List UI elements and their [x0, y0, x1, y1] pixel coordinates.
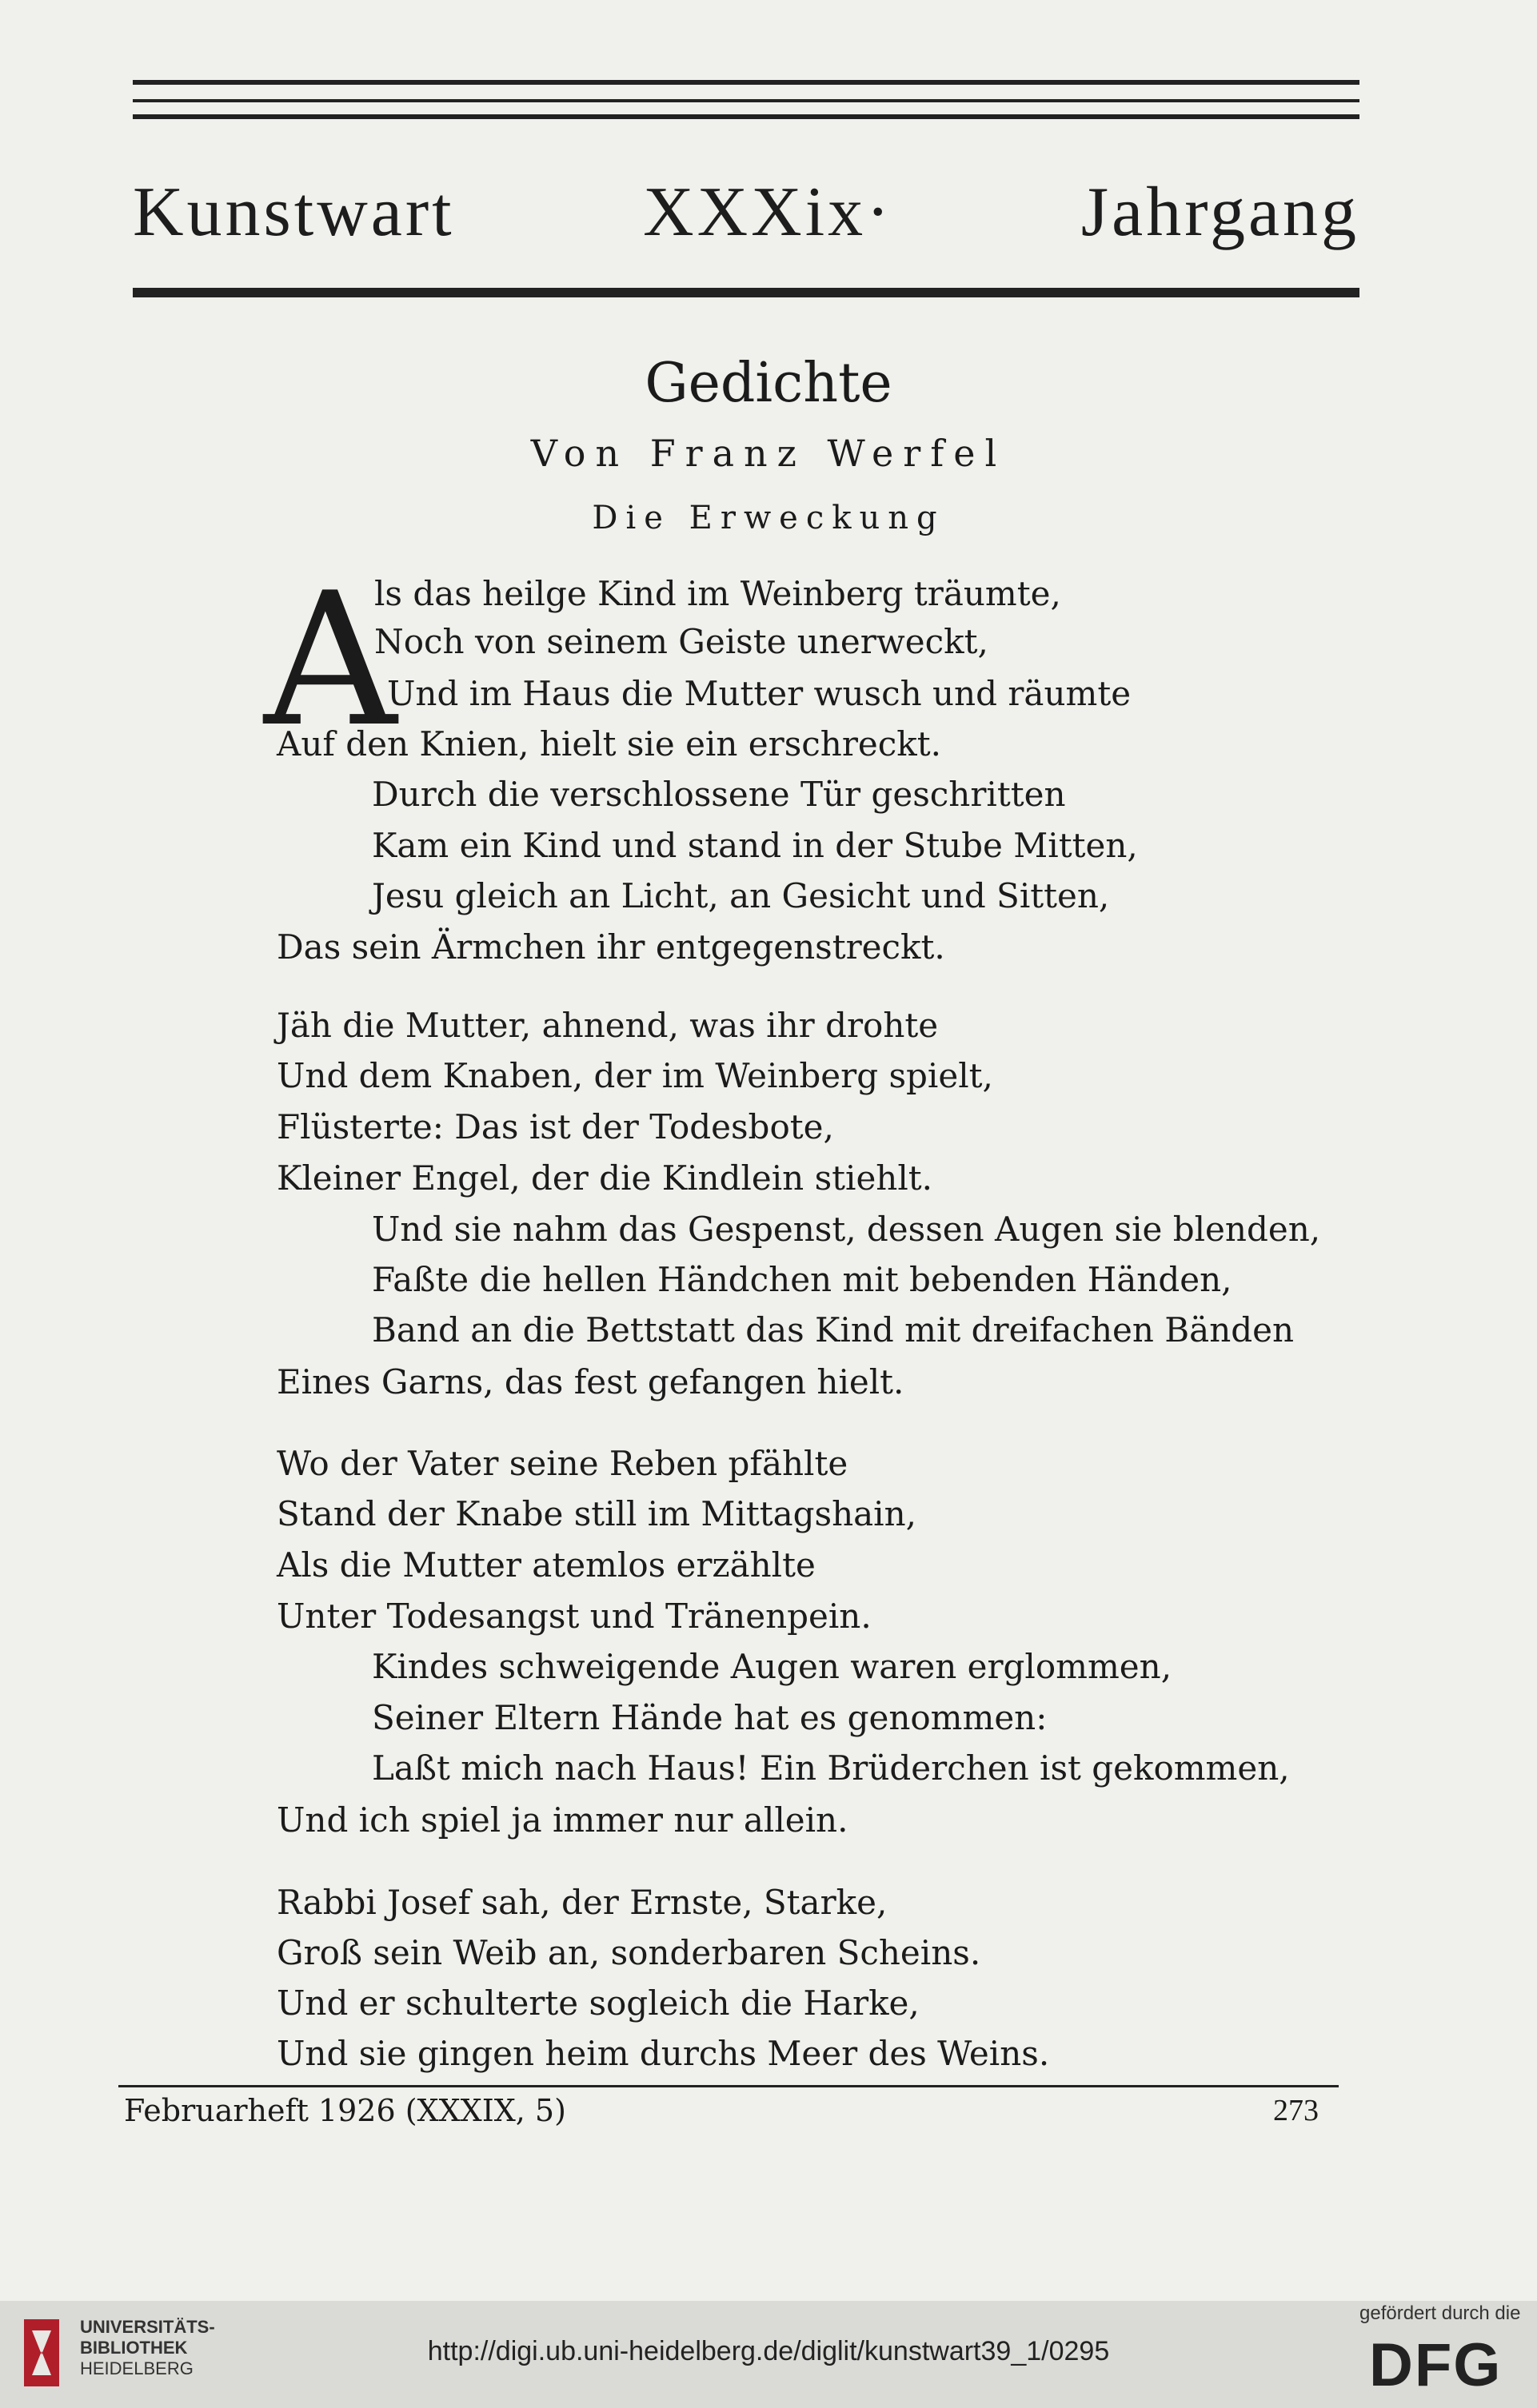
masthead-volume: XXXix·	[643, 173, 893, 251]
poem-line: Als die Mutter atemlos erzählte	[277, 1545, 816, 1585]
footer-rule	[118, 2085, 1339, 2087]
poem-line: ls das heilge Kind im Weinberg träumte,	[374, 574, 1061, 613]
poem-line: Und im Haus die Mutter wusch und räumte	[387, 674, 1132, 713]
library-name-line1: UNIVERSITÄTS-	[80, 2317, 215, 2337]
poem-line: Groß sein Weib an, sonderbaren Scheins.	[277, 1933, 981, 1972]
poem-title: Gedichte	[645, 352, 892, 415]
poem-line: Das sein Ärmchen ihr entgegenstreckt.	[277, 927, 945, 967]
top-rule-3	[133, 114, 1359, 119]
permalink-url[interactable]: http://digi.ub.uni-heidelberg.de/diglit/kunstwart39_1/0295	[427, 2336, 1110, 2366]
poem-line: Und sie nahm das Gespenst, dessen Augen sie blenden,	[372, 1210, 1321, 1249]
poem-line: Kindes schweigende Augen waren erglommen,	[372, 1647, 1172, 1686]
poem-line: Kleiner Engel, der die Kindlein stiehlt.	[277, 1158, 933, 1198]
masthead-bottom-rule	[133, 288, 1359, 297]
poem-line: Jäh die Mutter, ahnend, was ihr drohte	[277, 1006, 939, 1045]
poem-line: Noch von seinem Geiste unerweckt,	[374, 622, 988, 661]
poem-line: Jesu gleich an Licht, an Gesicht und Sitten,	[372, 876, 1110, 915]
poem-line: Laßt mich nach Haus! Ein Brüderchen ist gekommen,	[372, 1748, 1290, 1788]
poem-line: Stand der Knabe still im Mittagshain,	[277, 1494, 916, 1533]
poem-line: Flüsterte: Das ist der Todesbote,	[277, 1107, 834, 1146]
poem-line: Eines Garns, das fest gefangen hielt.	[277, 1362, 904, 1401]
top-rule-2	[133, 99, 1359, 102]
poem-line: Und er schulterte sogleich die Harke,	[277, 1983, 920, 2023]
poem-byline: Von Franz Werfel	[530, 432, 1007, 475]
poem-line: Durch die verschlossene Tür geschritten	[372, 775, 1066, 814]
poem-line: Band an die Bettstatt das Kind mit dreifachen Bänden	[372, 1310, 1295, 1350]
poem-line: Unter Todesangst und Tränenpein.	[277, 1597, 872, 1636]
poem-line: Kam ein Kind und stand in der Stube Mitten,	[372, 826, 1138, 865]
poem-line: Rabbi Josef sah, der Ernste, Starke,	[277, 1883, 888, 1922]
poem-line: Und ich spiel ja immer nur allein.	[277, 1800, 848, 1840]
poem-line: Seiner Eltern Hände hat es genommen:	[372, 1698, 1048, 1737]
masthead	[133, 168, 1359, 256]
drop-cap: A	[264, 554, 397, 767]
poem-line: Wo der Vater seine Reben pfählte	[277, 1444, 848, 1483]
poem-line: Und dem Knaben, der im Weinberg spielt,	[277, 1056, 993, 1095]
masthead-year: Jahrgang	[1080, 173, 1359, 251]
poem-line: Auf den Knien, hielt sie ein erschreckt.	[277, 724, 941, 763]
top-rule-1	[133, 80, 1359, 85]
dfg-logo: DFG	[1369, 2331, 1503, 2399]
issue-line: Februarheft 1926 (XXXIX, 5)	[124, 2093, 566, 2128]
poem-line: Faßte die hellen Händchen mit bebenden Händen,	[372, 1260, 1232, 1299]
masthead-title: Kunstwart	[133, 173, 455, 251]
library-name-line3: HEIDELBERG	[80, 2358, 194, 2378]
library-name-line2: BIBLIOTHEK	[80, 2338, 188, 2358]
page-number: 273	[1273, 2094, 1319, 2127]
funded-by-label: gefördert durch die	[1359, 2302, 1521, 2324]
poem-subtitle: Die Erweckung	[592, 500, 945, 536]
poem-line: Und sie gingen heim durchs Meer des Weins.	[277, 2034, 1050, 2073]
